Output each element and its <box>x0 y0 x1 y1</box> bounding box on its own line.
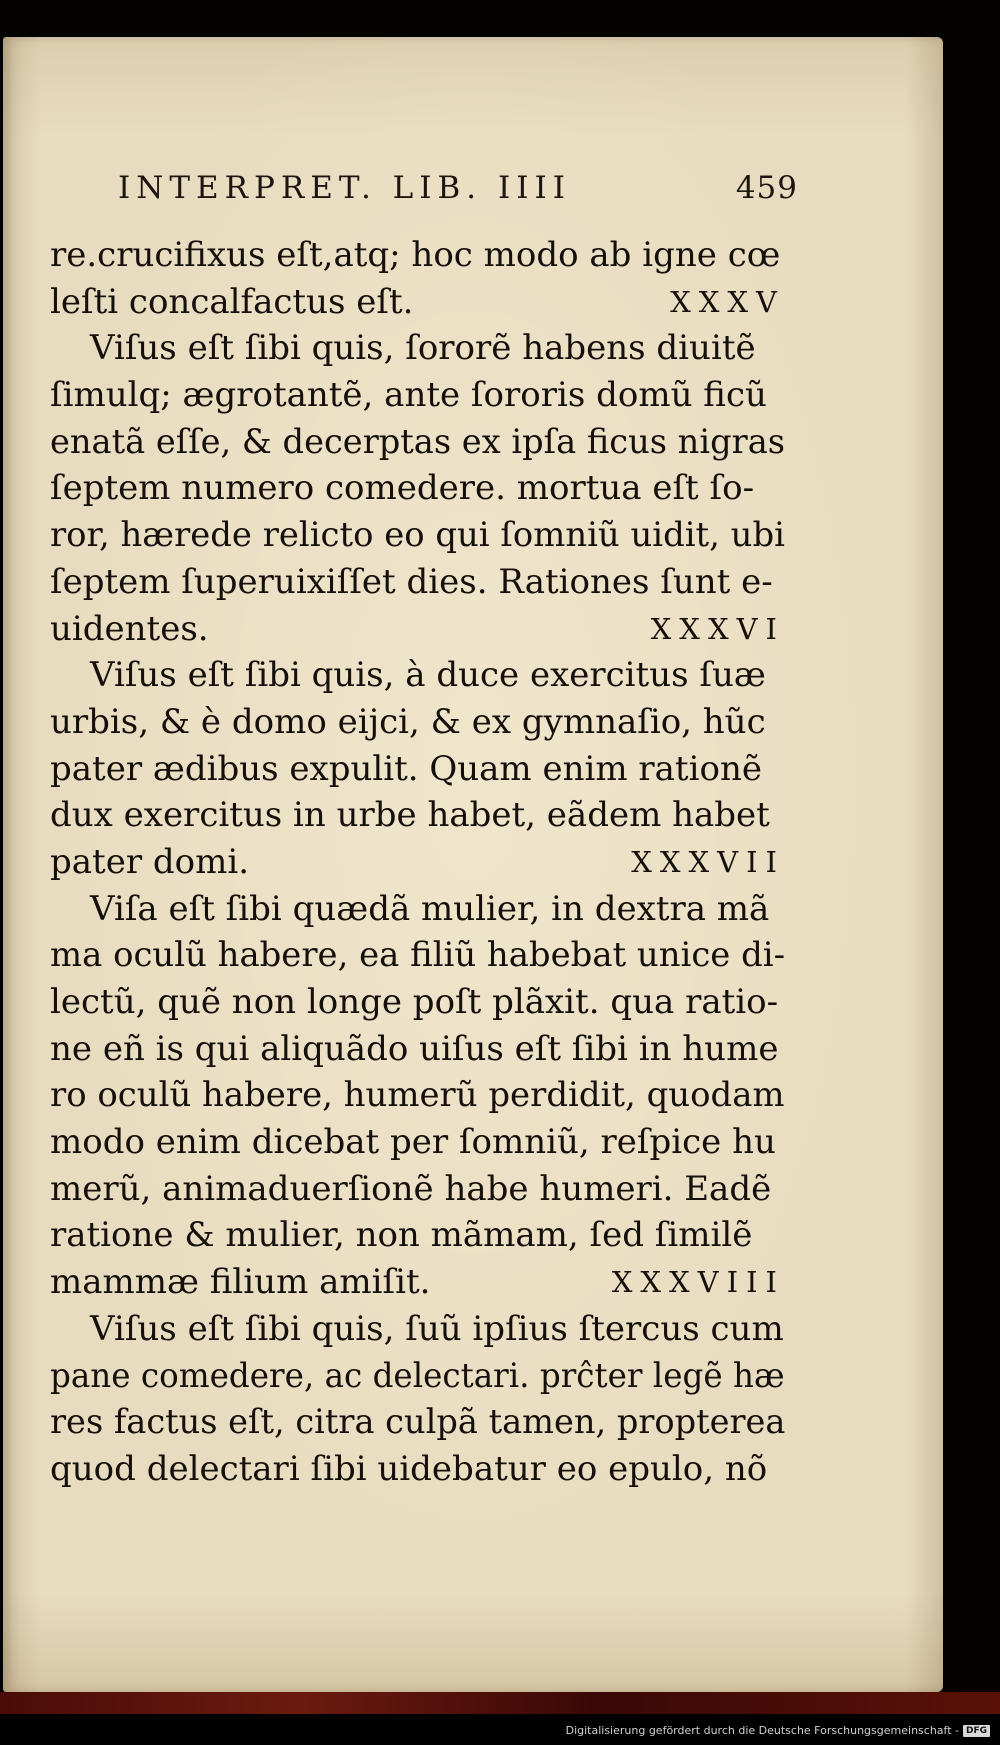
section-numeral: XXXVI <box>650 611 785 646</box>
text-line <box>50 559 785 606</box>
text-line <box>50 1166 785 1213</box>
line-text: modo enim dicebat per ſomniũ, reſpice hu <box>50 1122 776 1163</box>
line-text: Viſus eſt ſibi quis, ſororẽ habens diuitẽ <box>90 328 756 369</box>
line-text: merũ, animaduerſionẽ habe humeri. Eadẽ <box>50 1168 772 1209</box>
line-text: ſeptem ſuperuixiſſet dies. Rationes ſunt e- <box>50 561 773 602</box>
line-text: mammæ filium amiſit. <box>50 1262 431 1303</box>
line-text: quod delectari ſibi uidebatur eo epulo, nõ <box>50 1448 768 1489</box>
line-text: Viſa eſt ſibi quædã mulier, in dextra mã <box>90 888 770 929</box>
text-line <box>50 839 785 886</box>
line-text: leſti concalfactus eſt. <box>50 281 414 322</box>
line-text: ror, hærede relicto eo qui ſomniũ uidit, ubi <box>50 515 785 556</box>
text-line <box>50 419 785 466</box>
text-line <box>50 606 785 653</box>
text-line <box>50 1072 785 1119</box>
text-line <box>50 372 785 419</box>
text-line <box>50 232 785 279</box>
line-text: ma oculũ habere, ea filiũ habebat unice di- <box>50 935 786 976</box>
text-block <box>50 232 785 1493</box>
text-line <box>50 1259 785 1306</box>
book-edge-red <box>0 1692 1000 1714</box>
text-line <box>50 746 785 793</box>
line-text: dux exercitus in urbe habet, eãdem habet <box>50 795 770 836</box>
page-number: 459 <box>735 170 798 206</box>
text-line <box>50 886 785 933</box>
line-text: pater ædibus expulit. Quam enim rationẽ <box>50 748 762 789</box>
line-text: ro oculũ habere, humerũ perdidit, quodam <box>50 1075 785 1116</box>
section-numeral: XXXVII <box>631 844 785 879</box>
text-line <box>50 1119 785 1166</box>
section-numeral: XXXV <box>670 284 785 319</box>
line-text: uidentes. <box>50 608 209 649</box>
line-text: res factus eſt, citra culpã tamen, propterea <box>50 1402 786 1443</box>
section-numeral: XXXVIII <box>611 1265 785 1300</box>
line-text: enatã eſſe, & decerptas ex ipſa ficus nigras <box>50 421 785 462</box>
text-line <box>50 1212 785 1259</box>
text-line <box>50 325 785 372</box>
text-line <box>50 1353 785 1400</box>
line-text: urbis, & è domo eijci, & ex gymnaſio, hũc <box>50 701 766 742</box>
text-line <box>50 1446 785 1493</box>
text-line <box>50 1306 785 1353</box>
running-head <box>118 170 798 230</box>
dfg-logo: DFG <box>963 1725 990 1737</box>
text-line <box>50 1399 785 1446</box>
text-line <box>50 279 785 326</box>
text-line <box>50 465 785 512</box>
text-line <box>50 652 785 699</box>
line-text: ſeptem numero comedere. mortua eſt ſo- <box>50 468 755 509</box>
line-text: ratione & mulier, non mãmam, ſed ſimilẽ <box>50 1215 753 1256</box>
running-head-title: INTERPRET. LIB. IIII <box>118 170 571 206</box>
text-line <box>50 1026 785 1073</box>
line-text: ne eñ is qui aliquãdo uiſus eſt ſibi in hume <box>50 1028 779 1069</box>
text-line <box>50 699 785 746</box>
text-line <box>50 979 785 1026</box>
line-text: Viſus eſt ſibi quis, à duce exercitus ſuæ <box>90 655 766 696</box>
text-line <box>50 512 785 559</box>
line-text: re.crucifixus eſt,atq; hoc modo ab igne cœ <box>50 235 781 275</box>
digitization-credit <box>566 1724 990 1737</box>
line-text: lectũ, quẽ non longe poſt plãxit. qua ratio- <box>50 982 779 1022</box>
text-line <box>50 932 785 979</box>
line-text: pater domi. <box>50 841 250 882</box>
line-text: Viſus eſt ſibi quis, ſuũ ipſius ſtercus cum <box>90 1308 784 1349</box>
credit-text: Digitalisierung gefördert durch die Deutsche Forschungsgemeinschaft - <box>565 1724 959 1737</box>
text-line <box>50 792 785 839</box>
line-text: ſimulq; ægrotantẽ, ante ſororis domũ ficũ <box>50 375 767 416</box>
line-text: pane comedere, ac delectari. prĉter legẽ hæ <box>50 1355 785 1396</box>
